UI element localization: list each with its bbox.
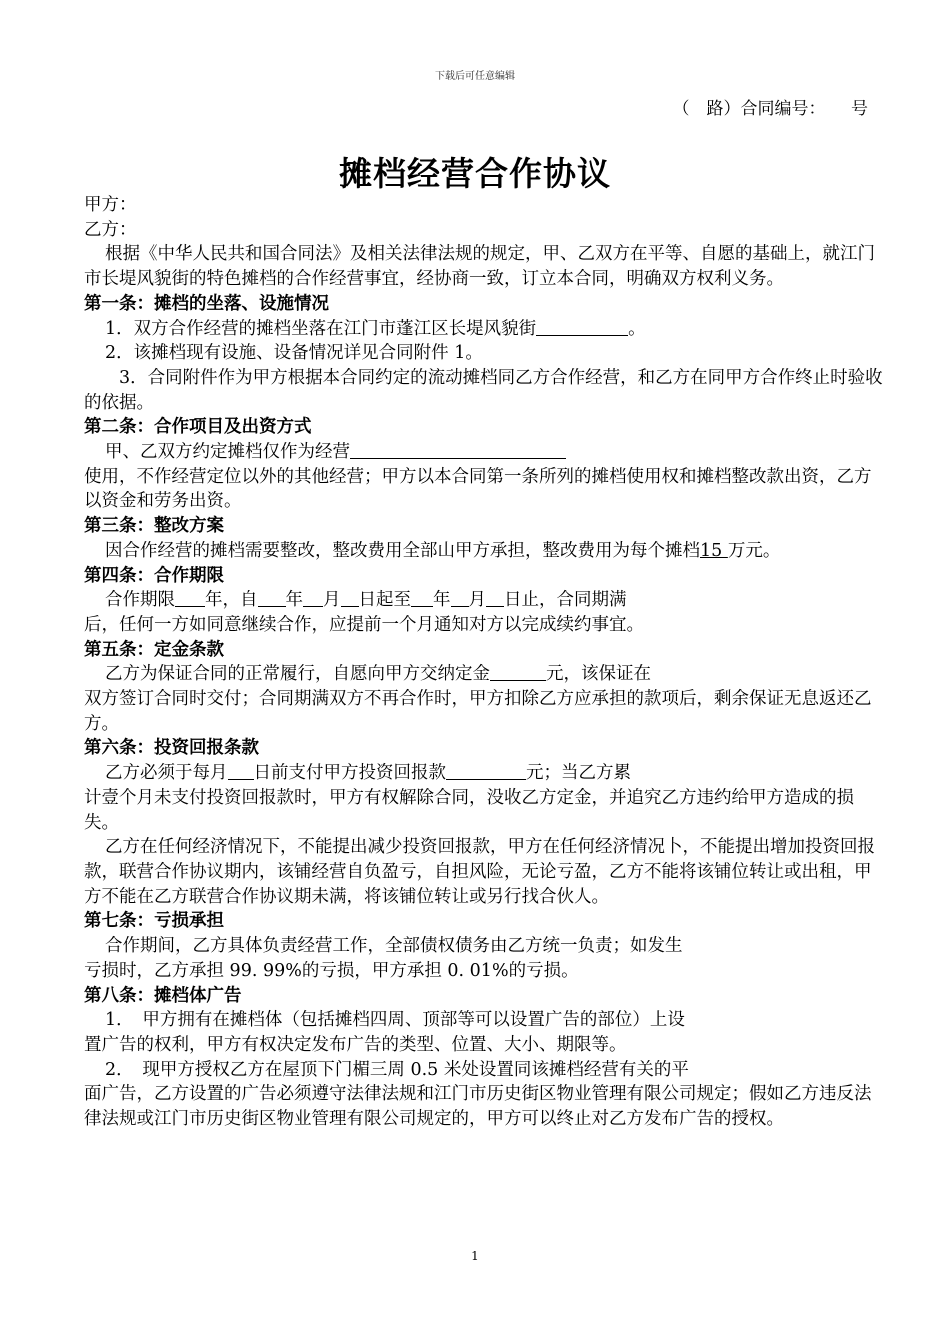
article-7-line-2: 亏损时，乙方承担 99. 99%的亏损，甲方承担 0. 01%的亏损。 <box>84 960 579 981</box>
article-3-text: 因合作经营的摊档需要整改，整改费用全部山甲方承担，整改费用为每个摊档 <box>105 540 700 561</box>
article-2-line-2: 使用，不作经营定位以外的其他经营；甲方以本合同第一条所列的摊档使用权和摊档整改款出资，乙方以资金和劳务出资。 <box>84 466 872 512</box>
page-number: 1 <box>471 1249 479 1263</box>
article-4-text-3: 年 <box>285 590 303 611</box>
end-month-blank <box>451 588 469 607</box>
article-3-unit: 万元。 <box>727 540 781 561</box>
article-1-item-1-end: 。 <box>628 318 646 339</box>
article-4-text-5: 日起至 <box>358 590 411 611</box>
article-7-heading: 第七条：亏损承担 <box>84 911 224 932</box>
deposit-blank <box>490 662 546 681</box>
start-year-blank <box>258 588 286 607</box>
end-year-blank <box>411 588 433 607</box>
article-6-line-2: 计壹个月未支付投资回报款时，甲方有权解除合同，没收乙方定金，并追究乙方违约给甲方造成的损失。 <box>84 787 854 833</box>
business-blank <box>350 440 566 459</box>
contract-number: （ 路）合同编号： 号 <box>672 99 868 119</box>
return-amount-blank <box>446 761 526 780</box>
article-1-item-2: 2．该摊档现有设施、设备情况详见合同附件 1。 <box>105 343 483 364</box>
intro-paragraph: 根据《中华人民共和国合同法》及相关法律法规的规定，甲、乙双方在平等、自愿的基础上，就江门市长堤风貌街的特色摊档的合作经营事宜，经协商一致，订立本合同，明确双方权利义务。 <box>84 244 875 290</box>
article-2-heading: 第二条：合作项目及出资方式 <box>84 417 312 438</box>
party-a: 甲方： <box>84 195 137 215</box>
article-4-line-1 <box>84 588 884 613</box>
article-4-text-7: 月 <box>468 590 486 611</box>
article-1-item-1-text: 1．双方合作经营的摊档坐落在江门市蓬江区长堤风貌街 <box>105 318 537 339</box>
article-6-heading: 第六条：投资回报条款 <box>84 738 259 759</box>
article-5-text-1: 乙方为保证合同的正常履行，自愿向甲方交纳定金 <box>105 664 490 685</box>
article-5-line-1 <box>84 662 884 687</box>
start-month-blank <box>303 588 323 607</box>
article-6-text-1: 乙方必须于每月 <box>105 763 228 784</box>
article-5-text-2: 元，该保证在 <box>546 664 651 685</box>
street-blank <box>536 317 628 336</box>
header-note: 下载后可任意编辑 <box>435 71 515 82</box>
article-6-text-2: 日前支付甲方投资回报款 <box>253 763 446 784</box>
pay-day-blank <box>228 761 254 780</box>
article-8-item-2-cont: 面广告，乙方设置的广告必须遵守法律法规和江门市历史街区物业管理有限公司规定；假如乙方违反法律法规或江门市历史街区物业管理有限公司规定的，甲方可以终止对乙方发布广告的授权。 <box>84 1084 872 1130</box>
article-1-item-3: 3．合同附件作为甲方根据本合同约定的流动摊档同乙方合作经营，和乙方在同甲方合作终止时验收的依据。 <box>84 367 883 413</box>
article-4-text-4: 月 <box>323 590 341 611</box>
article-8-item-1-cont: 置广告的权利，甲方有权决定发布广告的类型、位置、大小、期限等。 <box>84 1034 627 1055</box>
article-2-line-1 <box>84 440 884 465</box>
end-day-blank <box>486 588 504 607</box>
document-body <box>84 193 884 1132</box>
article-4-heading: 第四条：合作期限 <box>84 565 224 586</box>
article-6-paragraph-2: 乙方在任何经济情况下，不能提出减少投资回报款，甲方在任何经济情况卜，不能提出增加投资回报款，联营合作协议期内，该铺经营自负盈亏，自担风险，无论亏盈，乙方不能将该铺位转让或出租，甲方不能在乙方联营合作协议期未满，将该铺位转让或另行找合伙人。 <box>84 837 875 907</box>
article-8-heading: 第八条：摊档体广告 <box>84 985 242 1006</box>
party-b: 乙方： <box>84 219 137 240</box>
article-4-text-6: 年 <box>433 590 451 611</box>
article-1-heading: 第一条：摊档的坐落、设施情况 <box>84 293 329 314</box>
years-blank <box>175 588 205 607</box>
article-8-item-2: 2． 现甲方授权乙方在屋顶下门楣三周 0.5 米处设置同该摊档经营有关的平 <box>105 1059 689 1080</box>
start-day-blank <box>341 588 359 607</box>
document-title: 摊档经营合作协议 <box>339 154 611 193</box>
article-4-text-2: 年，自 <box>205 590 258 611</box>
article-3-paragraph <box>84 539 884 564</box>
article-6-text-3: 元；当乙方累 <box>526 763 631 784</box>
article-3-heading: 第三条：整改方案 <box>84 516 224 537</box>
article-8-item-1: 1． 甲方拥有在摊档体（包括摊档四周、顶部等可以设置广告的部位）上设 <box>105 1010 685 1031</box>
article-4-line-2: 后，任何一方如同意继续合作，应提前一个月通知对方以完成续约事宜。 <box>84 614 644 635</box>
article-6-line-1 <box>84 761 884 786</box>
article-4-text-1: 合作期限 <box>105 590 175 611</box>
rectification-amount: 15 <box>700 540 728 561</box>
article-7-line-1: 合作期间，乙方具体负责经营工作，全部债权债务由乙方统一负责；如发生 <box>105 936 683 957</box>
article-5-line-2: 双方签订合同时交付；合同期满双方不再合作时，甲方扣除乙方应承担的款项后，剩余保证无息返还乙方。 <box>84 689 872 734</box>
article-1-item-1 <box>84 317 884 342</box>
article-4-text-8: 日止，合同期满 <box>504 590 627 611</box>
article-5-heading: 第五条：定金条款 <box>84 639 224 660</box>
article-2-line-1-text: 甲、乙双方约定摊档仅作为经营 <box>105 442 350 463</box>
